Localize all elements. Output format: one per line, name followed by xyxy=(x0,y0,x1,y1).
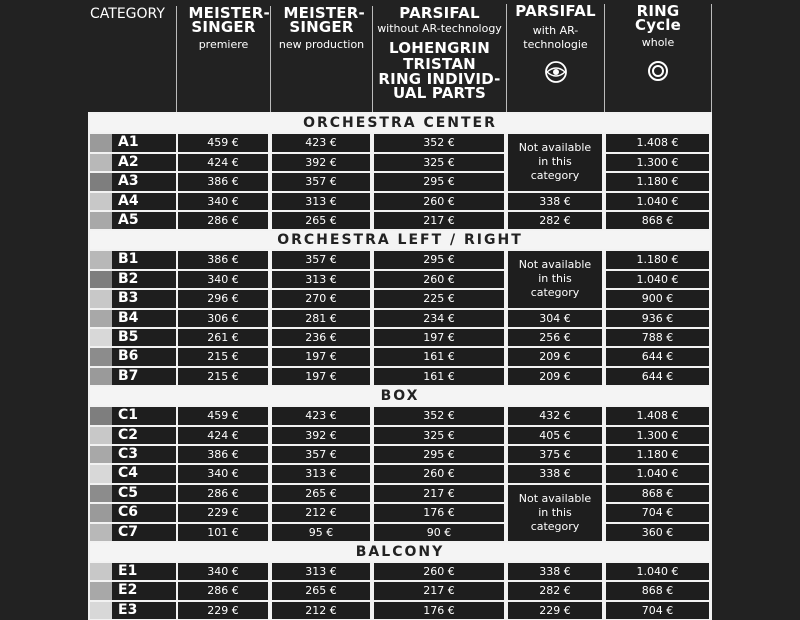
price-cell: 236 € xyxy=(272,329,370,346)
header-title: MEISTER-SINGER xyxy=(283,4,365,36)
category-code: B2 xyxy=(112,271,176,288)
category-code: A3 xyxy=(112,173,176,190)
price-cell: 340 € xyxy=(178,563,268,580)
price-cell: 405 € xyxy=(508,427,602,444)
not-available-cell xyxy=(508,134,602,190)
category-code: A1 xyxy=(112,134,176,151)
price-cell: 176 € xyxy=(374,504,504,521)
price-cell: 260 € xyxy=(374,563,504,580)
price-cell: 256 € xyxy=(508,329,602,346)
price-cell: 325 € xyxy=(374,154,504,171)
price-cell: 197 € xyxy=(374,329,504,346)
category-code: B7 xyxy=(112,368,176,385)
category-code: E2 xyxy=(112,582,176,599)
header-extra-ring-1: RING INDIVID- xyxy=(378,70,501,88)
price-cell: 197 € xyxy=(272,348,370,365)
section-header: BALCONY xyxy=(90,543,710,561)
price-cell: 229 € xyxy=(178,602,268,619)
not-available-cell xyxy=(508,485,602,541)
price-cell: 286 € xyxy=(178,212,268,229)
price-cell: 459 € xyxy=(178,407,268,424)
header-subtitle: premiere xyxy=(198,38,249,51)
price-cell: 95 € xyxy=(272,524,370,541)
price-cell: 209 € xyxy=(508,348,602,365)
ring-icon xyxy=(647,60,669,82)
price-cell: 644 € xyxy=(606,348,709,365)
section-header: BOX xyxy=(90,387,710,405)
section-header: ORCHESTRA LEFT / RIGHT xyxy=(90,231,710,249)
category-color-swatch xyxy=(90,329,112,346)
price-cell: 1.408 € xyxy=(606,134,709,151)
price-cell: 215 € xyxy=(178,348,268,365)
category-code: C1 xyxy=(112,407,176,424)
price-cell: 265 € xyxy=(272,582,370,599)
header-extra-tristan: TRISTAN xyxy=(403,55,476,73)
price-cell: 704 € xyxy=(606,602,709,619)
price-cell: 229 € xyxy=(178,504,268,521)
price-cell: 386 € xyxy=(178,251,268,268)
category-color-swatch xyxy=(90,251,112,268)
price-cell: 161 € xyxy=(374,368,504,385)
category-color-swatch xyxy=(90,310,112,327)
category-code: C3 xyxy=(112,446,176,463)
price-cell: 868 € xyxy=(606,212,709,229)
price-cell: 313 € xyxy=(272,465,370,482)
not-available-note: Not available in this category xyxy=(518,141,592,183)
price-cell: 424 € xyxy=(178,154,268,171)
category-code: B6 xyxy=(112,348,176,365)
header-meistersinger-premiere xyxy=(176,6,270,118)
price-cell: 338 € xyxy=(508,465,602,482)
category-color-swatch xyxy=(90,212,112,229)
price-cell: 325 € xyxy=(374,427,504,444)
price-cell: 217 € xyxy=(374,485,504,502)
price-cell: 1.040 € xyxy=(606,271,709,288)
price-cell: 161 € xyxy=(374,348,504,365)
price-cell: 282 € xyxy=(508,582,602,599)
category-code: E1 xyxy=(112,563,176,580)
price-cell: 357 € xyxy=(272,173,370,190)
price-cell: 392 € xyxy=(272,427,370,444)
price-cell: 217 € xyxy=(374,582,504,599)
price-cell: 281 € xyxy=(272,310,370,327)
price-cell: 1.180 € xyxy=(606,251,709,268)
category-code: C6 xyxy=(112,504,176,521)
price-cell: 340 € xyxy=(178,465,268,482)
price-cell: 352 € xyxy=(374,407,504,424)
not-available-cell xyxy=(508,251,602,307)
category-color-swatch xyxy=(90,348,112,365)
category-color-swatch xyxy=(90,407,112,424)
category-code: C4 xyxy=(112,465,176,482)
category-color-swatch xyxy=(90,465,112,482)
category-color-swatch xyxy=(90,427,112,444)
price-cell: 260 € xyxy=(374,465,504,482)
price-cell: 1.040 € xyxy=(606,563,709,580)
price-cell: 176 € xyxy=(374,602,504,619)
price-cell: 386 € xyxy=(178,446,268,463)
price-cell: 392 € xyxy=(272,154,370,171)
price-cell: 212 € xyxy=(272,504,370,521)
price-cell: 1.040 € xyxy=(606,465,709,482)
price-cell: 197 € xyxy=(272,368,370,385)
not-available-note: Not available in this category xyxy=(518,491,592,533)
header-subtitle: new production xyxy=(278,38,365,51)
category-code: B5 xyxy=(112,329,176,346)
category-code: C7 xyxy=(112,524,176,541)
ar-eye-icon xyxy=(543,60,569,84)
category-color-swatch xyxy=(90,193,112,210)
price-cell: 212 € xyxy=(272,602,370,619)
header-title: PARSIFAL xyxy=(399,4,480,22)
price-cell: 1.300 € xyxy=(606,427,709,444)
price-cell: 900 € xyxy=(606,290,709,307)
price-cell: 265 € xyxy=(272,212,370,229)
header-subtitle: without AR-technology xyxy=(377,22,502,35)
category-color-swatch xyxy=(90,446,112,463)
price-cell: 338 € xyxy=(508,193,602,210)
price-cell: 90 € xyxy=(374,524,504,541)
category-color-swatch xyxy=(90,271,112,288)
price-cell: 306 € xyxy=(178,310,268,327)
category-color-swatch xyxy=(90,524,112,541)
price-cell: 360 € xyxy=(606,524,709,541)
price-cell: 234 € xyxy=(374,310,504,327)
category-code: B3 xyxy=(112,290,176,307)
price-cell: 1.408 € xyxy=(606,407,709,424)
category-color-swatch xyxy=(90,504,112,521)
price-cell: 1.180 € xyxy=(606,446,709,463)
header-extra-ring-2: UAL PARTS xyxy=(392,84,487,102)
category-code: A2 xyxy=(112,154,176,171)
header-subtitle: whole xyxy=(641,36,675,49)
price-cell: 286 € xyxy=(178,485,268,502)
category-header: CATEGORY xyxy=(90,6,165,22)
category-color-swatch xyxy=(90,368,112,385)
category-code: B4 xyxy=(112,310,176,327)
category-color-swatch xyxy=(90,563,112,580)
price-cell: 229 € xyxy=(508,602,602,619)
price-cell: 338 € xyxy=(508,563,602,580)
price-cell: 1.040 € xyxy=(606,193,709,210)
category-code: B1 xyxy=(112,251,176,268)
price-cell: 1.180 € xyxy=(606,173,709,190)
price-cell: 265 € xyxy=(272,485,370,502)
price-cell: 424 € xyxy=(178,427,268,444)
category-color-swatch xyxy=(90,154,112,171)
category-color-swatch xyxy=(90,290,112,307)
category-code: C2 xyxy=(112,427,176,444)
price-cell: 423 € xyxy=(272,407,370,424)
not-available-note: Not available in this category xyxy=(518,258,592,300)
price-cell: 868 € xyxy=(606,582,709,599)
category-color-swatch xyxy=(90,173,112,190)
price-cell: 295 € xyxy=(374,446,504,463)
header-ring-cycle xyxy=(604,4,712,116)
price-cell: 357 € xyxy=(272,446,370,463)
price-cell: 868 € xyxy=(606,485,709,502)
header-parsifal-without-ar xyxy=(372,6,506,118)
price-cell: 225 € xyxy=(374,290,504,307)
price-cell: 260 € xyxy=(374,193,504,210)
category-color-swatch xyxy=(90,485,112,502)
category-color-swatch xyxy=(90,582,112,599)
price-cell: 101 € xyxy=(178,524,268,541)
price-cell: 260 € xyxy=(374,271,504,288)
price-cell: 386 € xyxy=(178,173,268,190)
category-code: A4 xyxy=(112,193,176,210)
price-cell: 217 € xyxy=(374,212,504,229)
price-cell: 209 € xyxy=(508,368,602,385)
price-cell: 313 € xyxy=(272,193,370,210)
price-cell: 936 € xyxy=(606,310,709,327)
price-cell: 304 € xyxy=(508,310,602,327)
price-cell: 282 € xyxy=(508,212,602,229)
price-cell: 704 € xyxy=(606,504,709,521)
price-cell: 313 € xyxy=(272,271,370,288)
price-cell: 340 € xyxy=(178,271,268,288)
section-header: ORCHESTRA CENTER xyxy=(90,114,710,132)
price-cell: 215 € xyxy=(178,368,268,385)
price-cell: 261 € xyxy=(178,329,268,346)
header-extra-lohengrin: LOHENGRIN xyxy=(389,39,490,57)
price-cell: 788 € xyxy=(606,329,709,346)
category-code: A5 xyxy=(112,212,176,229)
header-title: MEISTER-SINGER xyxy=(188,4,270,36)
price-cell: 296 € xyxy=(178,290,268,307)
price-cell: 357 € xyxy=(272,251,370,268)
header-subtitle: with AR-technologie xyxy=(523,24,588,51)
price-cell: 459 € xyxy=(178,134,268,151)
category-color-swatch xyxy=(90,134,112,151)
price-cell: 295 € xyxy=(374,173,504,190)
price-cell: 295 € xyxy=(374,251,504,268)
category-code: E3 xyxy=(112,602,176,619)
price-cell: 286 € xyxy=(178,582,268,599)
header-title: PARSIFAL xyxy=(515,2,596,20)
price-cell: 375 € xyxy=(508,446,602,463)
price-cell: 644 € xyxy=(606,368,709,385)
price-cell: 340 € xyxy=(178,193,268,210)
header-parsifal-with-ar xyxy=(506,4,604,116)
header-title: RING Cycle xyxy=(635,2,681,34)
price-cell: 423 € xyxy=(272,134,370,151)
price-cell: 270 € xyxy=(272,290,370,307)
price-cell: 352 € xyxy=(374,134,504,151)
header-meistersinger-new xyxy=(270,6,372,118)
price-cell: 1.300 € xyxy=(606,154,709,171)
category-color-swatch xyxy=(90,602,112,619)
price-cell: 313 € xyxy=(272,563,370,580)
price-cell: 432 € xyxy=(508,407,602,424)
category-code: C5 xyxy=(112,485,176,502)
